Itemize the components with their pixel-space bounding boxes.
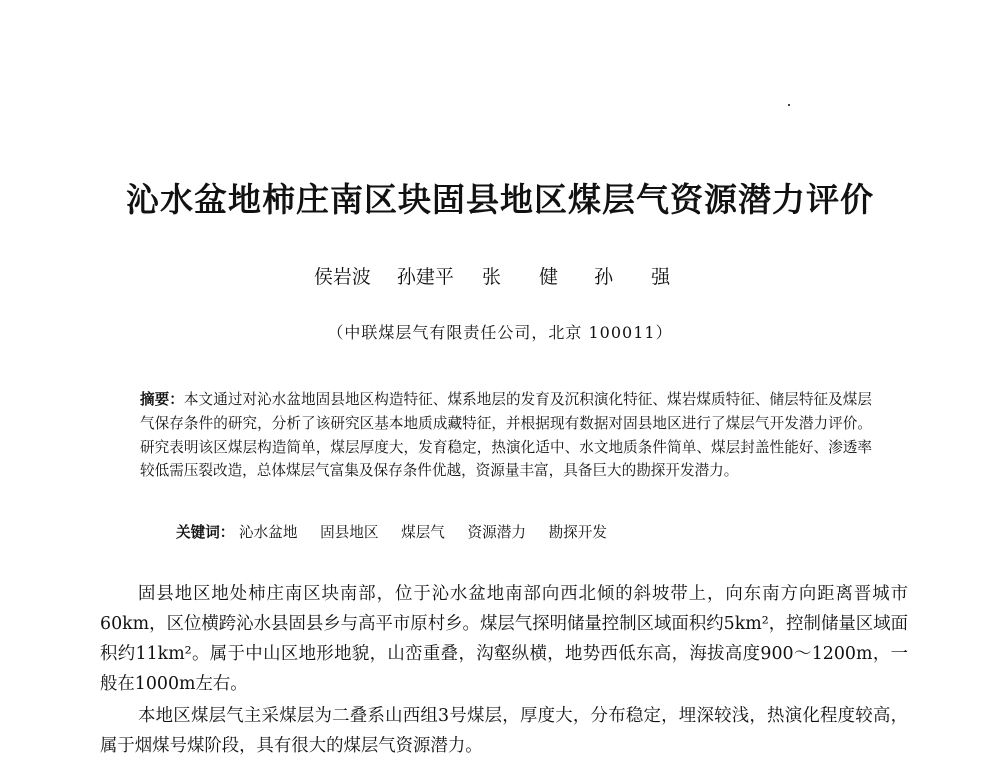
keyword: 勘探开发 — [548, 524, 607, 541]
author-name: 孙 强 — [594, 266, 687, 288]
keyword: 资源潜力 — [467, 524, 526, 541]
keyword: 固县地区 — [320, 524, 379, 541]
author-name: 孙建平 — [396, 266, 454, 288]
abstract-block — [140, 388, 872, 483]
body-paragraph-1: 固县地区地处柿庄南区块南部，位于沁水盆地南部向西北倾的斜坡带上，向东南方向距离晋城市60km，区位横跨沁水县固县乡与高平市原村乡。煤层气探明储量控制区域面积约5km²，控制储量区域面积约11km²。属于中山区地形地貌，山峦重叠，沟壑纵横，地势西低东高，海拔高度900～1200m，一般在1000m左右。 — [100, 584, 908, 694]
abstract-label: 摘要： — [140, 391, 184, 408]
author-name: 张 健 — [481, 266, 575, 288]
abstract-text: 本文通过对沁水盆地固县地区构造特征、煤系地层的发育及沉积演化特征、煤岩煤质特征、储层特征及煤层气保存条件的研究，分析了该研究区基本地质成藏特征，并根据现有数据对固县地区进行了煤层气开发潜力评价。研究表明该区煤层构造简单，煤层厚度大，发育稳定，热演化适中、水文地质条件简单、煤层封盖性能好、渗透率较低需压裂改造，总体煤层气富集及保存条件优越，资源量丰富，具备巨大的勘探开发潜力。 — [140, 391, 872, 480]
keyword: 沁水盆地 — [239, 524, 298, 541]
body-paragraph-2: 本地区煤层气主采煤层为二叠系山西组3号煤层，厚度大，分布稳定，埋深较浅，热演化程度较高，属于烟煤号煤阶段，具有很大的煤层气资源潜力。 — [100, 706, 908, 756]
scan-speck — [788, 104, 790, 106]
author-name: 侯岩波 — [313, 266, 371, 288]
keywords-line — [176, 521, 876, 542]
keyword: 煤层气 — [401, 524, 445, 541]
paper-title: 沁水盆地柿庄南区块固县地区煤层气资源潜力评价 — [126, 180, 874, 219]
author-list — [0, 262, 1000, 289]
keywords-label: 关键词： — [176, 524, 235, 541]
author-affiliation: （中联煤层气有限责任公司，北京 100011） — [327, 323, 673, 342]
